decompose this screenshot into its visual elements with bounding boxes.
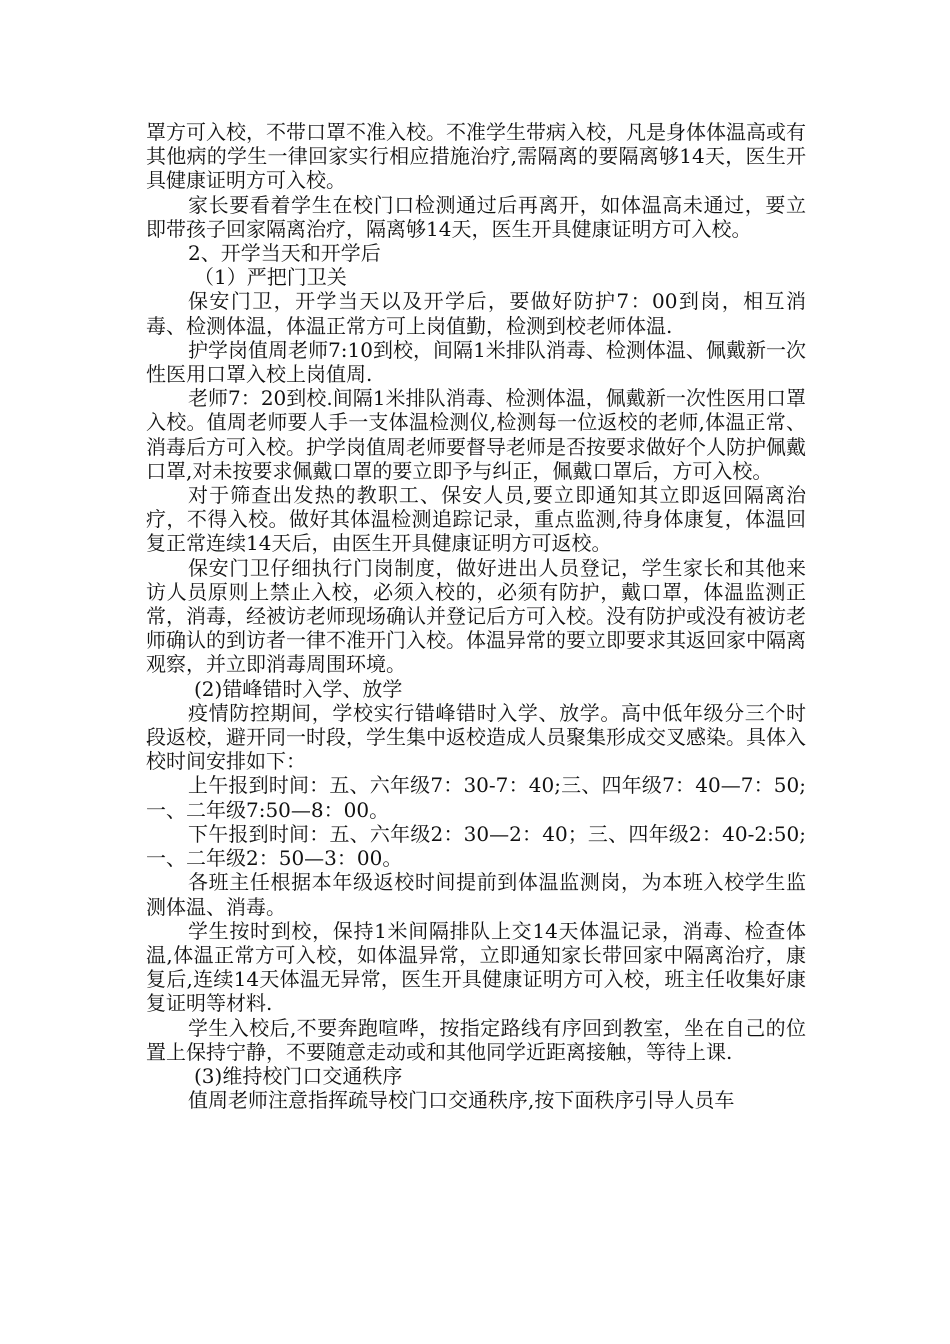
subheading-staggered-schedule: (2)错峰错时入学、放学 bbox=[194, 676, 403, 701]
subheading-gate-control: （1）严把门卫关 bbox=[194, 265, 347, 290]
paragraph-parents-wait: 家长要看着学生在校门口检测通过后再离开，如体温高未通过，要立即带孩子回家隔离治疗，隔离够14天，医生开具健康证明方可入校。 bbox=[146, 192, 806, 241]
paragraph-gate-rules: 保安门卫仔细执行门岗制度，做好进出人员登记，学生家长和其他来访人员原则上禁止入校，必须入校的，必须有防护，戴口罩，体温监测正常，消毒，经被访老师现场确认并登记后方可入校。没有防护或没有被访老师确认的到访者一律不准开门入校。体温异常的要立即要求其返回家中隔离观察，并立即消毒周围环境。 bbox=[146, 555, 806, 677]
paragraph-duty-teachers: 护学岗值周老师7:10到校，间隔1米排队消毒、检测体温、佩戴新一次性医用口罩入校上岗值周. bbox=[146, 337, 806, 387]
paragraph-student-arrival: 学生按时到校，保持1米间隔排队上交14天体温记录，消毒、检查体温,体温正常方可入校，如体温异常，立即通知家长带回家中隔离治疗，康复后,连续14天体温无异常，医生开具健康证明方可入校，班主任收集好康复证明等材料. bbox=[146, 918, 806, 1016]
paragraph-head-teachers: 各班主任根据本年级返校时间提前到体温监测岗，为本班入校学生监测体温、消毒。 bbox=[146, 870, 806, 919]
paragraph-traffic-guidance: 值周老师注意指挥疏导校门口交通秩序,按下面秩序引导人员车 bbox=[188, 1088, 735, 1113]
document-body bbox=[146, 120, 806, 1112]
paragraph-teachers-arrival: 老师7：20到校.间隔1米排队消毒、检测体温，佩戴新一次性医用口罩入校。值周老师要人手一支体温检测仪,检测每一位返校的老师,体温正常、消毒后方可入校。护学岗值周老师要督导老师是否按要求做好个人防护佩戴口罩,对未按要求佩戴口罩的要立即予与纠正，佩戴口罩后，方可入校。 bbox=[146, 386, 806, 483]
subheading-traffic-order: (3)维持校门口交通秩序 bbox=[194, 1063, 403, 1088]
paragraph-afternoon-times: 下午报到时间：五、六年级2：30—2：40；三、四年级2：40-2:50;一、二年级2：50—3：00。 bbox=[146, 821, 806, 871]
section-heading-opening-day: 2、开学当天和开学后 bbox=[188, 241, 381, 266]
paragraph-staggered-return: 疫情防控期间，学校实行错峰错时入学、放学。高中低年级分三个时段返校，避开同一时段，学生集中返校造成人员聚集形成交叉感染。具体入校时间安排如下： bbox=[146, 700, 806, 774]
paragraph-security-guards: 保安门卫，开学当天以及开学后，要做好防护7：00到岗，相互消毒、检测体温，体温正常方可上岗值勤，检测到校老师体温. bbox=[146, 289, 806, 338]
paragraph-fever-screening: 对于筛查出发热的教职工、保安人员,要立即通知其立即返回隔离治疗，不得入校。做好其体温检测追踪记录，重点监测,待身体康复，体温回复正常连续14天后，由医生开具健康证明方可返校。 bbox=[146, 483, 806, 556]
paragraph-morning-times: 上午报到时间：五、六年级7：30-7：40;三、四年级7：40—7：50;一、二年级7:50—8：00。 bbox=[146, 773, 806, 822]
paragraph-entry-rules-continued: 罩方可入校，不带口罩不准入校。不准学生带病入校，凡是身体体温高或有其他病的学生一律回家实行相应措施治疗,需隔离的要隔离够14天，医生开具健康证明方可入校。 bbox=[146, 120, 806, 193]
paragraph-student-conduct: 学生入校后,不要奔跑喧哗，按指定路线有序回到教室，坐在自己的位置上保持宁静，不要随意走动或和其他同学近距离接触，等待上课. bbox=[146, 1015, 806, 1064]
